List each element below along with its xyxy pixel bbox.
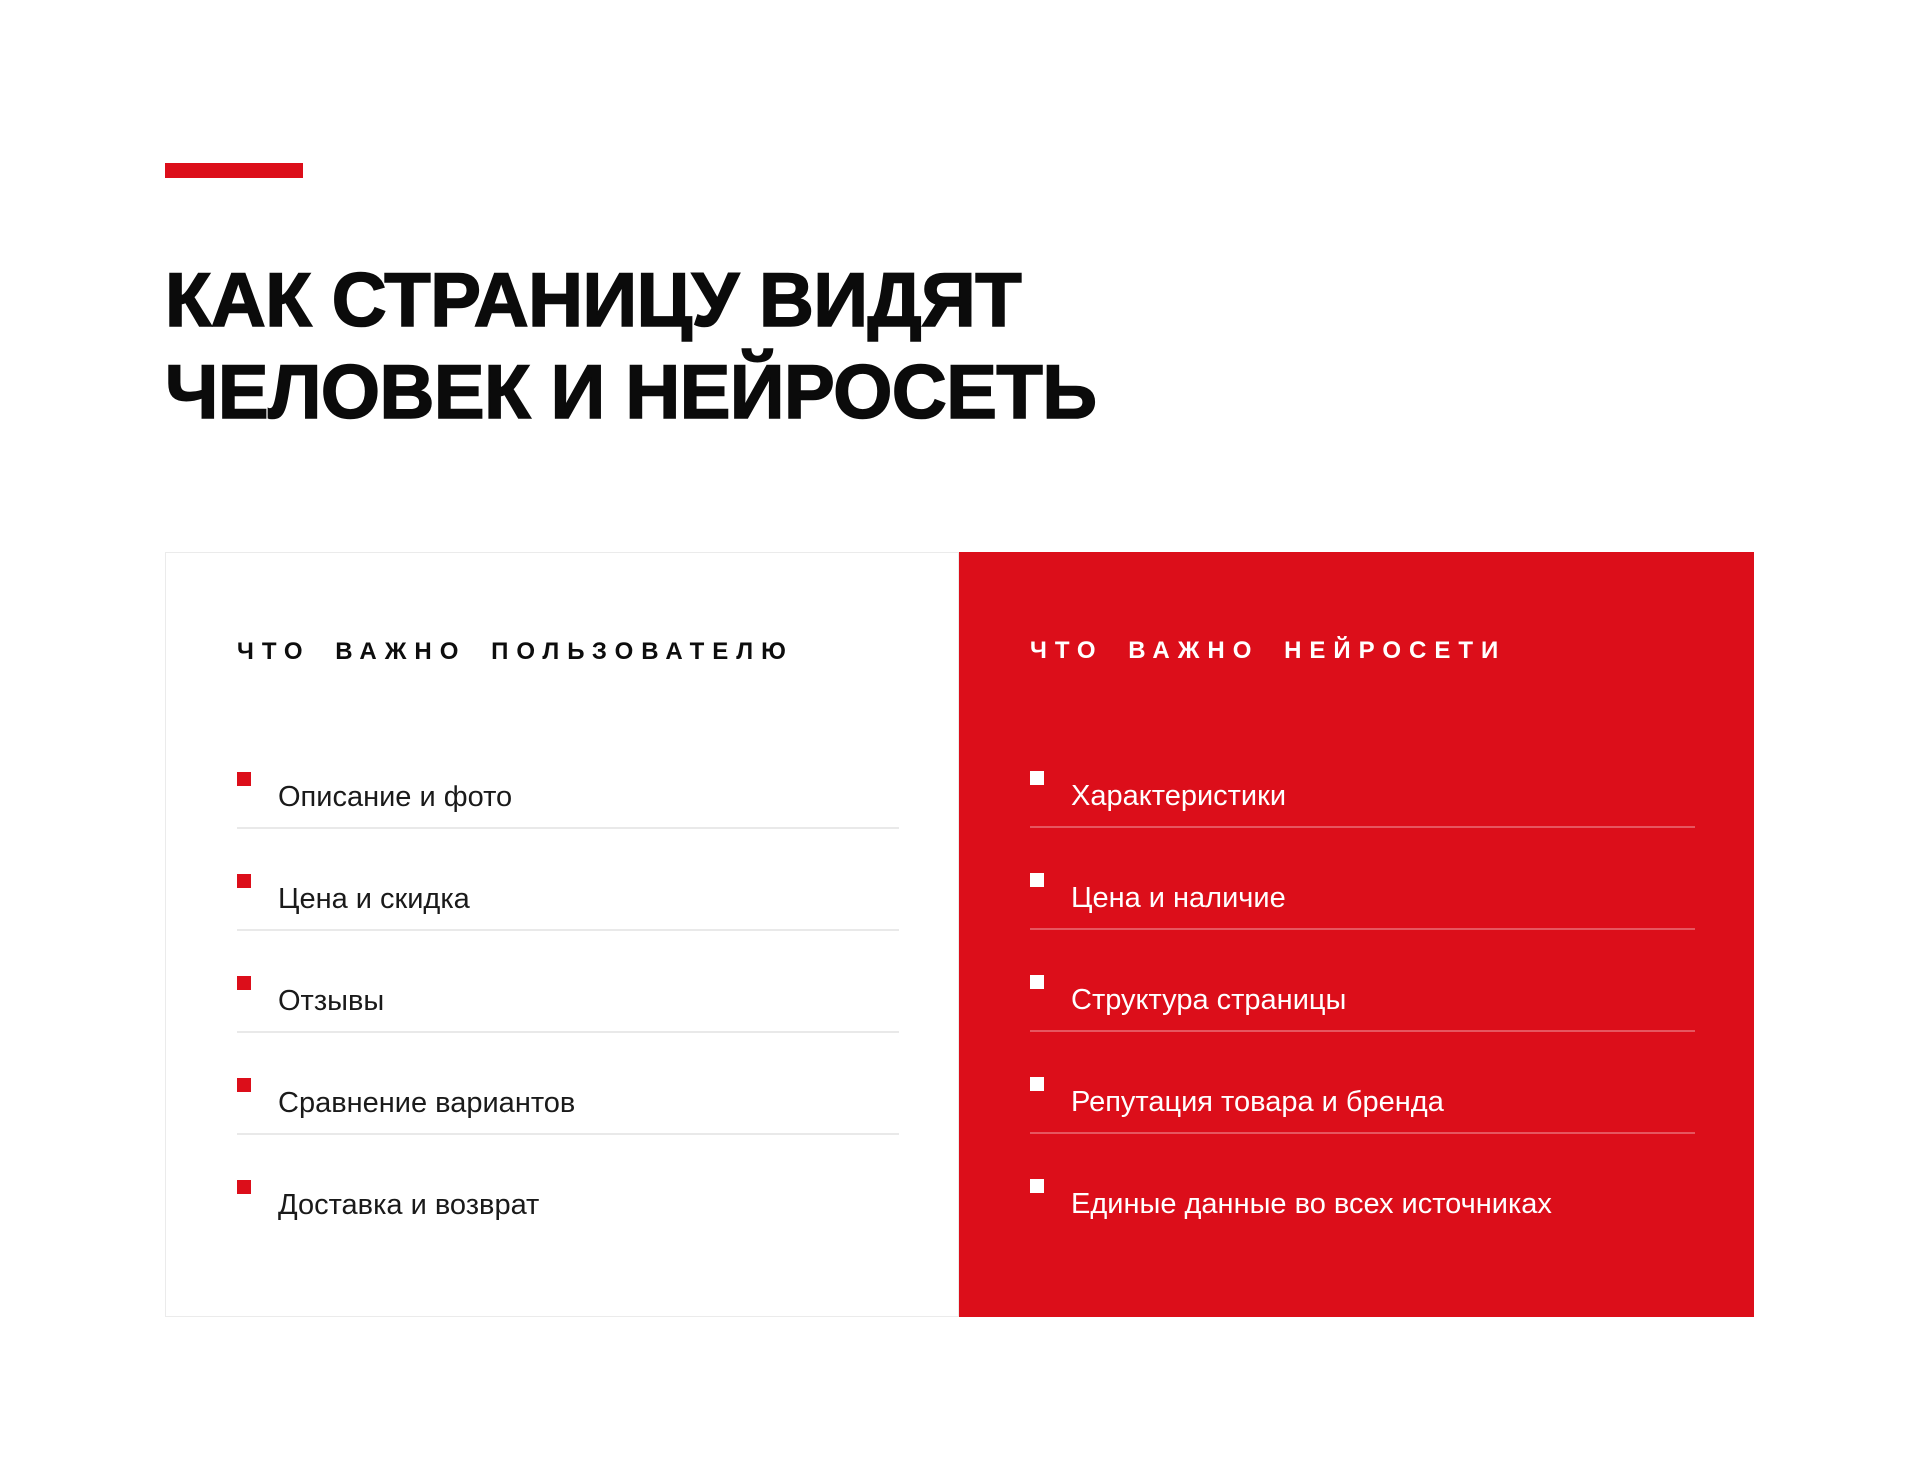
user-panel	[165, 552, 959, 1317]
list-item-label: Доставка и возврат	[278, 1189, 540, 1221]
neural-item-list	[1030, 771, 1695, 1236]
list-item	[1030, 873, 1695, 930]
square-bullet-icon	[1030, 1179, 1044, 1193]
user-item-list	[237, 772, 899, 1237]
square-bullet-icon	[237, 874, 251, 888]
square-bullet-icon	[237, 772, 251, 786]
list-item-label: Репутация товара и бренда	[1071, 1086, 1444, 1118]
list-item	[1030, 1077, 1695, 1134]
page-title	[165, 255, 1096, 439]
list-item-label: Цена и наличие	[1071, 882, 1286, 914]
neural-panel-header: ЧТО ВАЖНО НЕЙРОСЕТИ	[1030, 637, 1507, 664]
square-bullet-icon	[237, 1180, 251, 1194]
list-item	[237, 976, 899, 1033]
user-panel-header: ЧТО ВАЖНО ПОЛЬЗОВАТЕЛЮ	[237, 638, 794, 665]
list-item-label: Цена и скидка	[278, 883, 470, 915]
list-item	[237, 1180, 899, 1237]
square-bullet-icon	[237, 1078, 251, 1092]
list-item	[237, 874, 899, 931]
list-item-label: Характеристики	[1071, 780, 1287, 812]
list-item	[1030, 771, 1695, 828]
comparison-panels	[165, 552, 1754, 1317]
neural-panel	[959, 552, 1754, 1317]
list-item	[1030, 975, 1695, 1032]
square-bullet-icon	[1030, 873, 1044, 887]
list-item	[237, 1078, 899, 1135]
square-bullet-icon	[1030, 975, 1044, 989]
list-item	[1030, 1179, 1695, 1236]
square-bullet-icon	[237, 976, 251, 990]
square-bullet-icon	[1030, 771, 1044, 785]
list-item-label: Описание и фото	[278, 781, 513, 813]
list-item-label: Отзывы	[278, 985, 385, 1017]
list-item-label: Единые данные во всех источниках	[1071, 1188, 1552, 1220]
list-item-label: Структура страницы	[1071, 984, 1347, 1016]
page-title-line-1: КАК СТРАНИЦУ ВИДЯТ	[165, 258, 1022, 343]
square-bullet-icon	[1030, 1077, 1044, 1091]
accent-bar	[165, 163, 303, 178]
list-item-label: Сравнение вариантов	[278, 1087, 576, 1119]
page-title-line-2: ЧЕЛОВЕК И НЕЙРОСЕТЬ	[165, 350, 1097, 435]
list-item	[237, 772, 899, 829]
